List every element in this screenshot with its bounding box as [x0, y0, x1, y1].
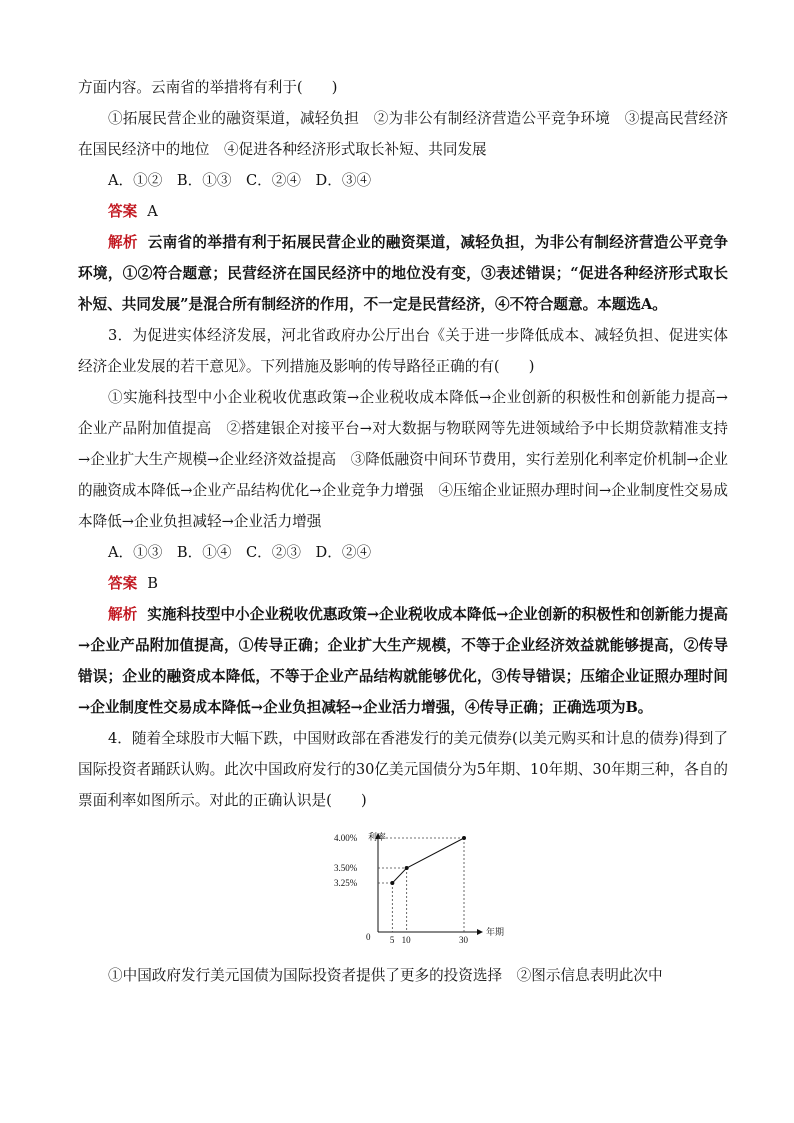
q2-analysis — [78, 227, 728, 320]
x-axis-label: 年期 — [486, 927, 505, 937]
answer-label: 答案 — [108, 203, 138, 220]
q3-choices: A．①③ B．①④ C．②③ D．②④ — [108, 544, 372, 561]
bond-rate-chart-svg — [332, 826, 592, 956]
q4-stem: 4．随着全球股市大幅下跌，中国财政部在香港发行的美元债券(以美元购买和计息的债券)得到了国际投资者踊跃认购。此次中国政府发行的30亿美元国债分为5年期、10年期、30年期三种，各自的票面利率如图所示。对此的正确认识是( ) — [78, 730, 728, 809]
bond-rate-chart — [332, 826, 592, 956]
y-tick-label: 4.00% — [334, 833, 358, 843]
analysis-text: 云南省的举措有利于拓展民营企业的融资渠道，减轻负担，为非公有制经济营造公平竞争环境，①②符合题意；民营经济在国民经济中的地位没有变，③表述错误；“促进各种经济形式取长补短、共同发展”是混合所有制经济的作用，不一定是民营经济，④不符合题意。本题选A。 — [78, 234, 728, 313]
x-tick-label: 10 — [401, 935, 411, 945]
y-tick-label: 3.50% — [334, 863, 358, 873]
y-axis-label: 利率 — [368, 832, 387, 842]
analysis-text: 实施科技型中小企业税收优惠政策→企业税收成本降低→企业创新的积极性和创新能力提高→企业产品附加值提高，①传导正确；企业扩大生产规模，不等于企业经济效益就能够提高，②传导错误；企业的融资成本降低，不等于企业产品结构就能够优化，③传导错误；压缩企业证照办理时间→企业制度性交易成本降低→企业负担减轻→企业活力增强，④传导正确；正确选项为B。 — [78, 606, 728, 716]
q3-stem: 3．为促进实体经济发展，河北省政府办公厅出台《关于进一步降低成本、减轻负担、促进实体经济企业发展的若干意见》。下列措施及影响的传导路径正确的有( ) — [78, 327, 728, 375]
q3-options: ①实施科技型中小企业税收优惠政策→企业税收成本降低→企业创新的积极性和创新能力提高→企业产品附加值提高 ②搭建银企对接平台→对大数据与物联网等先进领域给予中长期贷款精准支持→企业扩大生产规模→企业经济效益提高 ③降低融资中间环节费用，实行差别化利率定价机制→企业的融资成本降低→企业产品结构优化→企业竞争力增强 ④压缩企业证照办理时间→企业制度性交易成本降低→企业负担减轻→企业活力增强 — [78, 389, 728, 530]
q4-options: ①中国政府发行美元国债为国际投资者提供了更多的投资选择 ②图示信息表明此次中 — [108, 967, 663, 984]
q2-answer — [78, 196, 728, 227]
data-point — [462, 836, 466, 840]
q2-stem-tail: 方面内容。云南省的举措将有利于( ) — [78, 79, 338, 96]
analysis-label: 解析 — [108, 606, 138, 623]
analysis-label: 解析 — [108, 234, 138, 251]
q3-answer — [78, 568, 728, 599]
q3-analysis — [78, 599, 728, 723]
series-line — [392, 838, 464, 883]
data-point — [390, 881, 394, 885]
x-tick-label: 30 — [459, 935, 468, 945]
document-page — [78, 72, 728, 991]
answer-value: B — [147, 575, 158, 592]
answer-label: 答案 — [108, 575, 138, 592]
q2-options: ①拓展民营企业的融资渠道，减轻负担 ②为非公有制经济营造公平竞争环境 ③提高民营经济在国民经济中的地位 ④促进各种经济形式取长补短、共同发展 — [78, 110, 728, 158]
q2-choices: A．①② B．①③ C．②④ D．③④ — [108, 172, 372, 189]
x-tick-label: 5 — [389, 935, 395, 945]
data-point — [405, 866, 409, 870]
answer-value: A — [147, 203, 158, 220]
y-tick-label: 3.25% — [334, 878, 358, 888]
origin-label: 0 — [366, 932, 371, 942]
